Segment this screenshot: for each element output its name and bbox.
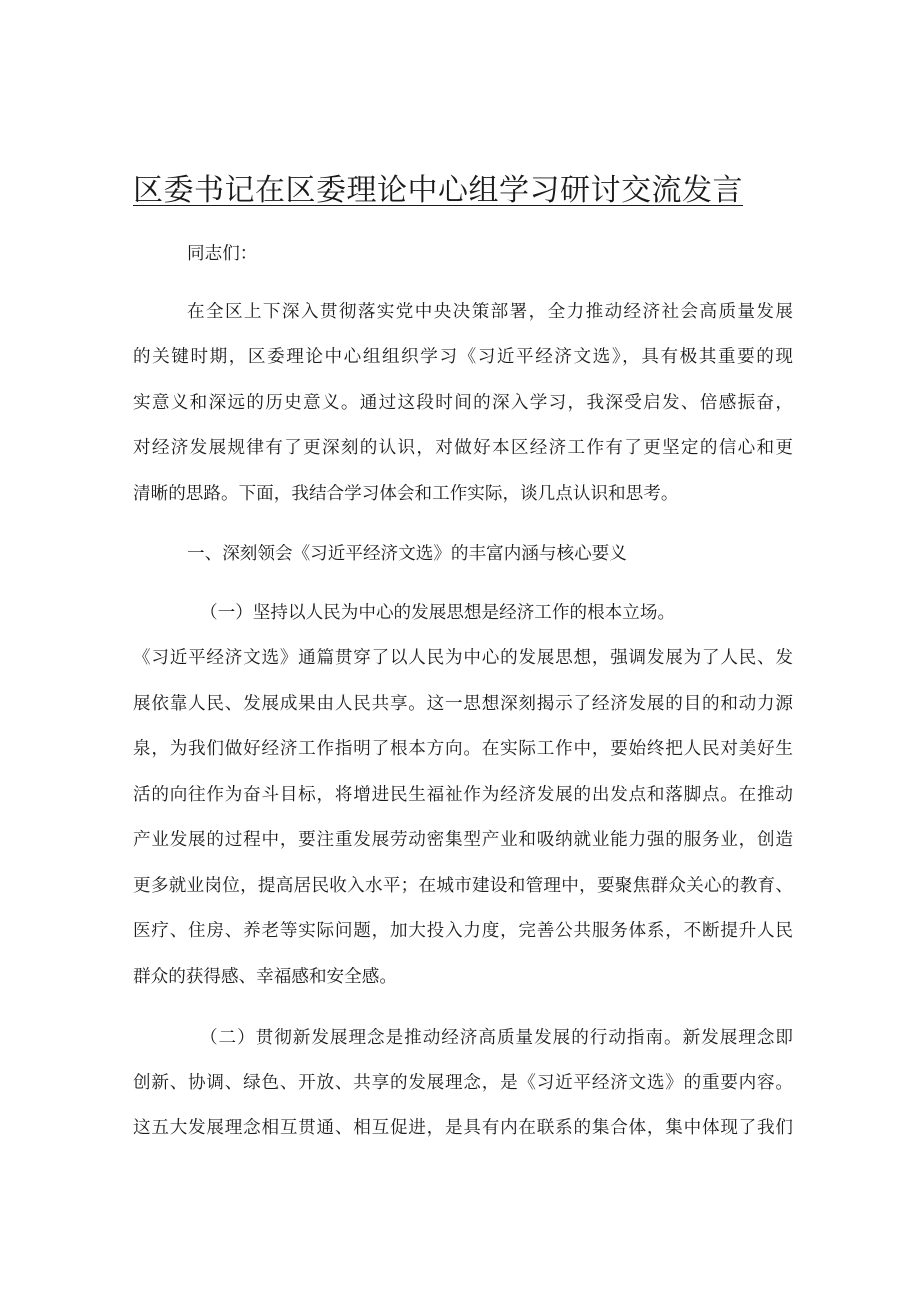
subsection-heading: （一）坚持以人民为中心的发展思想是经济工作的根本立场。 [200,603,676,623]
intro-line: 清晰的思路。下面，我结合学习体会和工作实际，谈几点认识和思考。 [133,484,679,504]
body-line: 泉，为我们做好经济工作指明了根本方向。在实际工作中，要始终把人民对美好生 [133,739,793,759]
body-line: 医疗、住房、养老等实际问题，加大投入力度，完善公共服务体系，不断提升人民 [133,921,793,941]
intro-line: 在全区上下深入贯彻落实党中央决策部署，全力推动经济社会高质量发展 [187,302,793,322]
body-line: 更多就业岗位，提高居民收入水平；在城市建设和管理中，要聚焦群众关心的教育、 [133,876,793,896]
body-line: 产业发展的过程中，要注重发展劳动密集型产业和吸纳就业能力强的服务业，创造 [133,830,793,850]
body-line: 这五大发展理念相互贯通、相互促进，是具有内在联系的集合体，集中体现了我们 [133,1118,793,1138]
body-line: 活的向往作为奋斗目标，将增进民生福祉作为经济发展的出发点和落脚点。在推动 [133,785,793,805]
document-title: 区委书记在区委理论中心组学习研讨交流发言 [133,173,743,208]
subsection-heading: （二）贯彻新发展理念是推动经济高质量发展的行动指南。新发展理念即 [200,1028,793,1048]
body-line: 群众的获得感、幸福感和安全感。 [133,967,397,987]
intro-line: 的关键时期，区委理论中心组组织学习《习近平经济文选》，具有极其重要的现 [133,347,793,367]
intro-line: 对经济发展规律有了更深刻的认识，对做好本区经济工作有了更坚定的信心和更 [133,438,793,458]
body-line: 《习近平经济文选》通篇贯穿了以人民为中心的发展思想，强调发展为了人民、发 [133,648,793,668]
section-heading: 一、深刻领会《习近平经济文选》的丰富内涵与核心要义 [187,544,627,564]
body-line: 创新、协调、绿色、开放、共享的发展理念，是《习近平经济文选》的重要内容。 [133,1073,793,1093]
intro-line: 实意义和深远的历史意义。通过这段时间的深入学习，我深受启发、倍感振奋， [133,393,793,413]
body-line: 展依靠人民、发展成果由人民共享。这一思想深刻揭示了经济发展的目的和动力源 [133,694,793,714]
greeting: 同志们： [187,244,258,264]
